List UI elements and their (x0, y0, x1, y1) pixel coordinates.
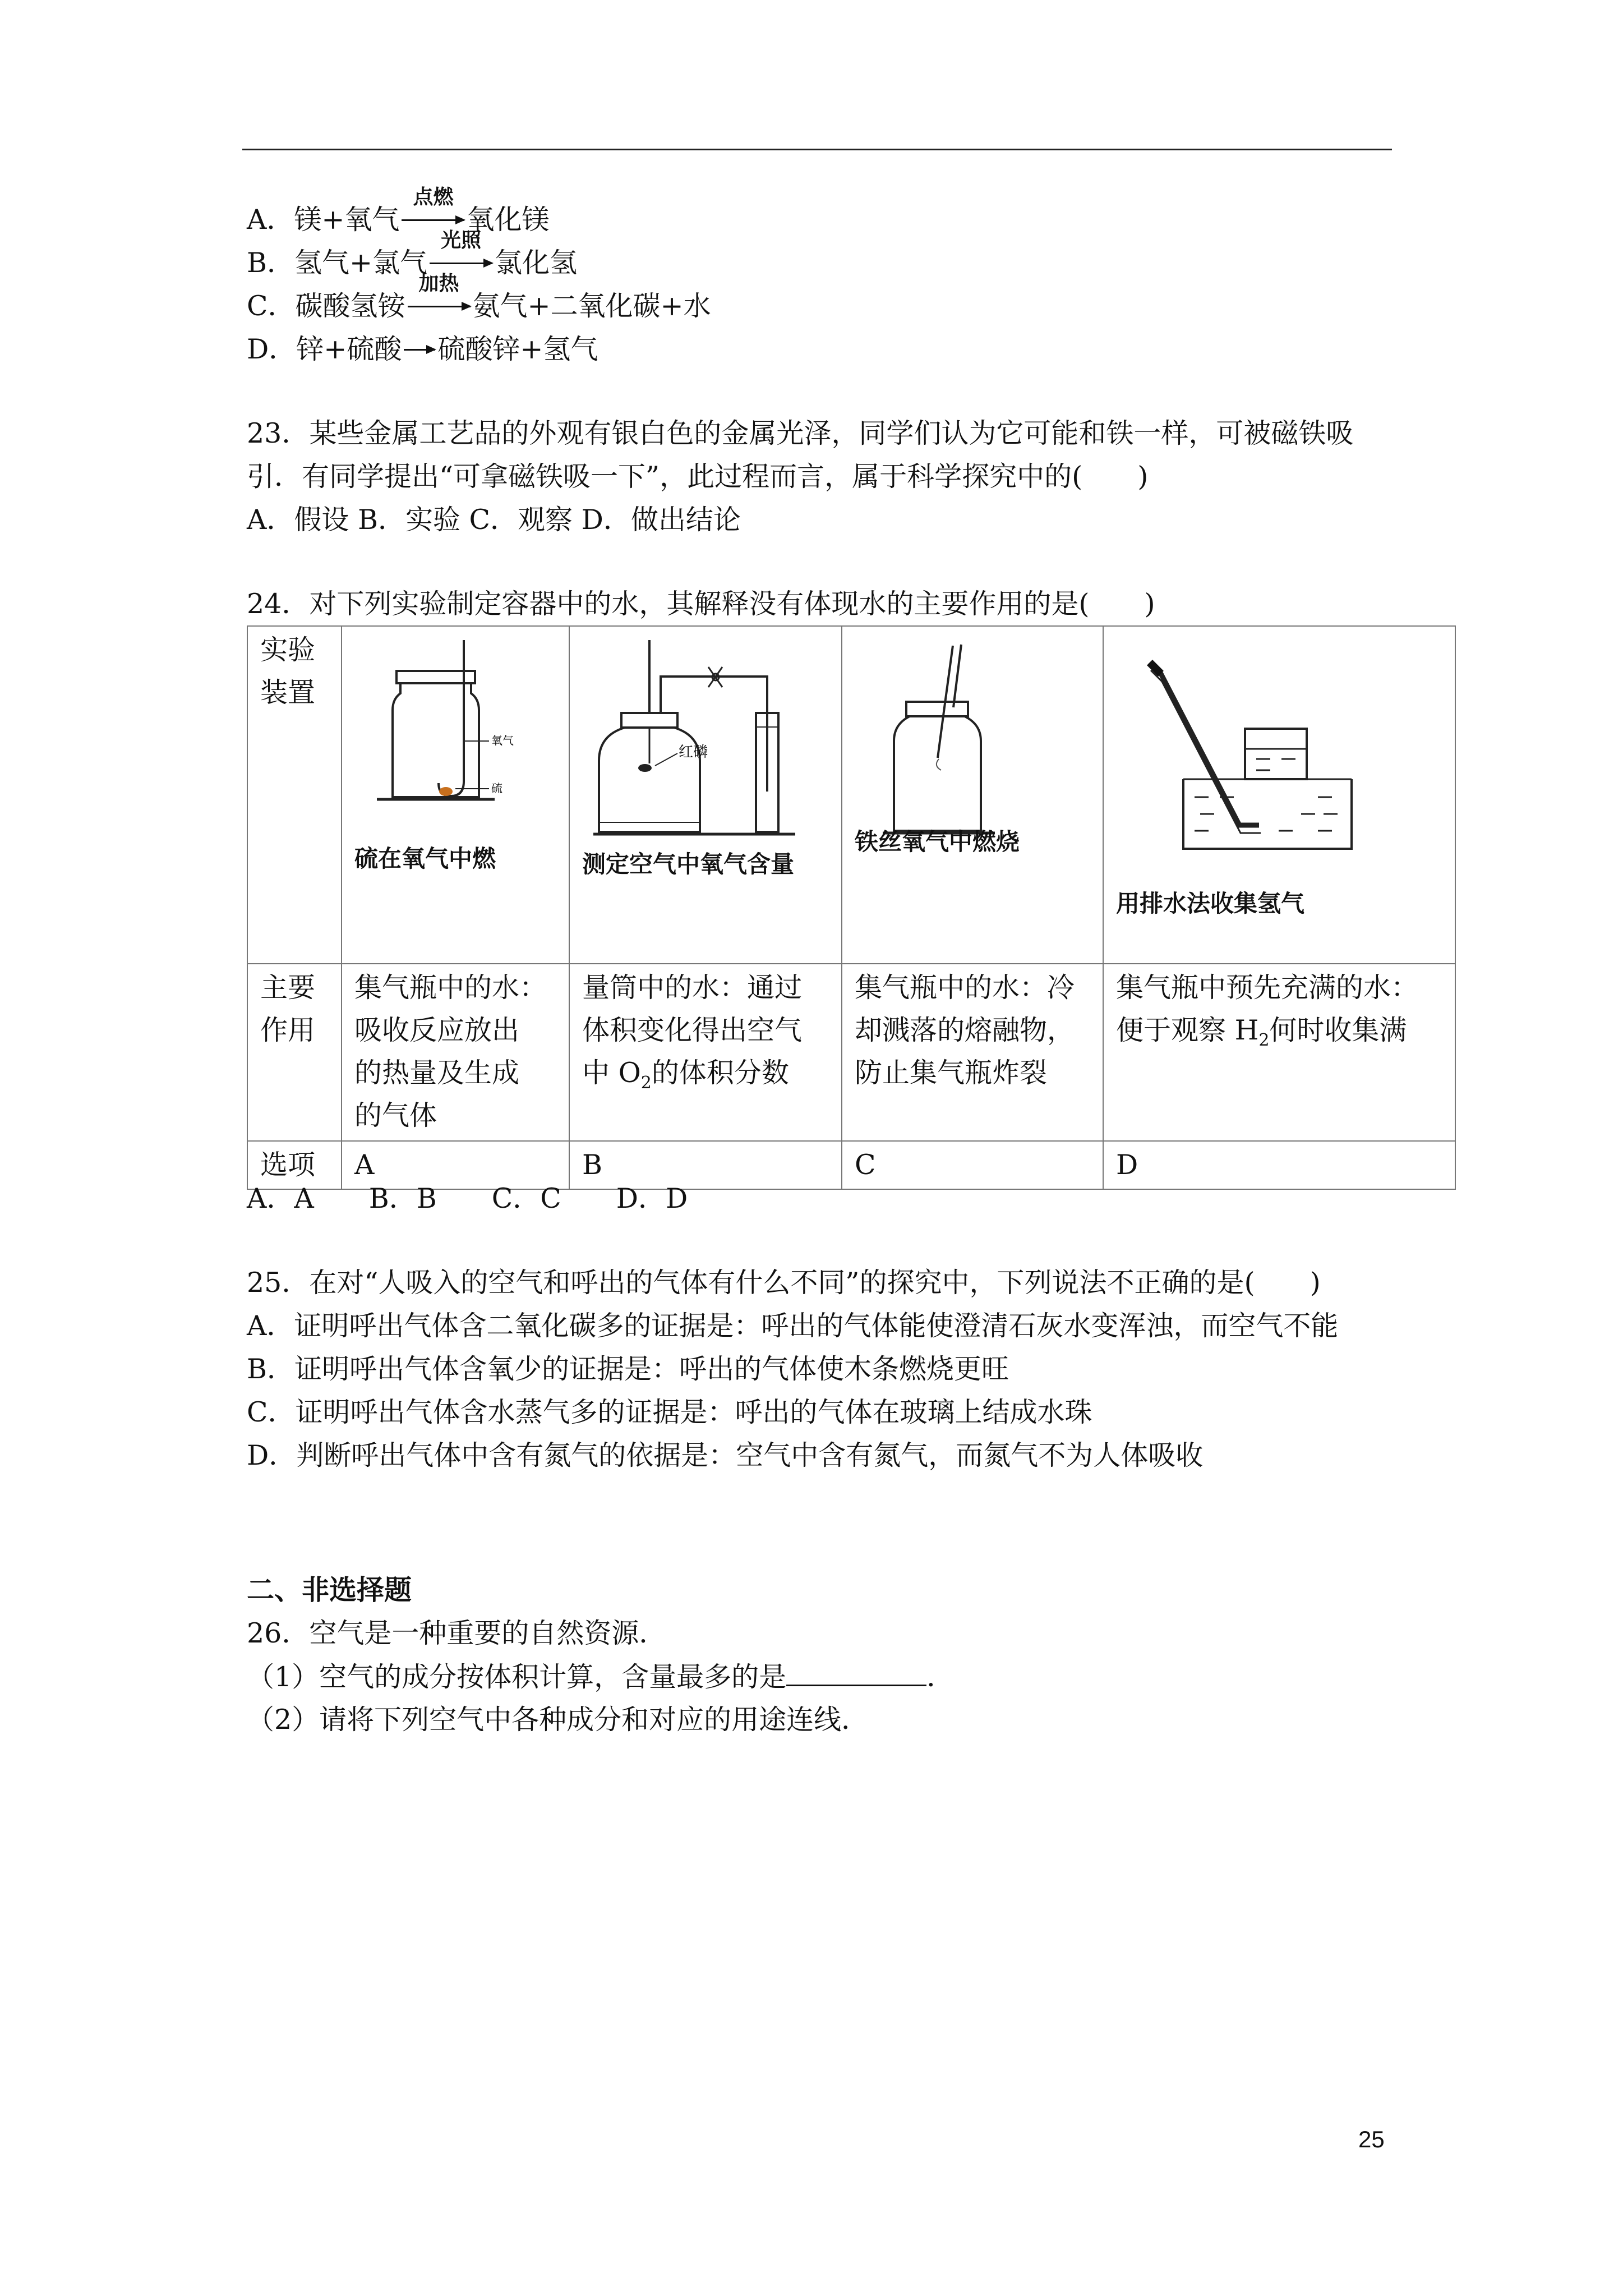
svg-text:红磷: 红磷 (679, 744, 708, 761)
device-row (247, 626, 1455, 964)
q23-stem-line1: 23．某些金属工艺品的外观有银白色的金属光泽，同学们认为它可能和铁一样，可被磁铁吸 (247, 417, 1354, 449)
q25-option-a: A．证明呼出气体含二氧化碳多的证据是：呼出的气体能使澄清石灰水变浑浊，而空气不能 (247, 1310, 1339, 1342)
q25-option-d: D．判断呼出气体中含有氮气的依据是：空气中含有氮气，而氮气不为人体吸收 (247, 1439, 1204, 1471)
svg-text:氧气: 氧气 (491, 734, 514, 747)
svg-text:硫: 硫 (491, 781, 502, 795)
option-letter-a: A (342, 1141, 569, 1189)
q23-stem-line2: 引．有同学提出“可拿磁铁吸一下”，此过程而言，属于科学探究中的( ) (247, 461, 1149, 493)
row-label-option: 选项 (247, 1141, 342, 1189)
figure-hydrogen-collect (1103, 626, 1455, 964)
q22-option-a: A．镁+氧气 点燃 氧化镁 (247, 186, 550, 236)
q26-stem: 26．空气是一种重要的自然资源． (247, 1617, 667, 1649)
answer-blank[interactable] (786, 1660, 926, 1686)
reaction-arrow: 加热 (408, 289, 471, 323)
page-number: 25 (1358, 2126, 1385, 2152)
q24-stem: 24．对下列实验制定容器中的水，其解释没有体现水的主要作用的是( ) (247, 588, 1155, 620)
water-displacement-diagram (1116, 629, 1396, 887)
option-letter-d: D (1103, 1141, 1455, 1189)
reaction-arrow: 光照 (430, 246, 492, 280)
role-cell-b: 量筒中的水：通过 体积变化得出空气 中 $O_2$的体积分数 (569, 964, 842, 1141)
q23-options: A．假设 B．实验 C．观察 D．做出结论 (247, 504, 741, 536)
role-cell-c: 集气瓶中的水：冷 却溅落的熔融物， 防止集气瓶炸裂 (842, 964, 1103, 1141)
option-letter-c: C (842, 1141, 1103, 1189)
role-cell-a: 集气瓶中的水： 吸收反应放出 的热量及生成 的气体 (342, 964, 569, 1141)
figure-sulfur-burning (342, 626, 569, 964)
reaction-arrow (404, 333, 435, 366)
figure-caption: 用排水法收集氢气 (1116, 890, 1305, 917)
option-letter-b: B (569, 1141, 842, 1189)
figure-oxygen-measure (569, 626, 842, 964)
row-label-role: 主要 作用 (247, 964, 342, 1141)
role-row (247, 964, 1455, 1141)
header-rule (242, 149, 1392, 150)
role-cell-d: 集气瓶中预先充满的水： 便于观察 $H_2$何时收集满 (1103, 964, 1455, 1141)
reaction-arrow: 点燃 (402, 203, 464, 237)
q25-option-b: B．证明呼出气体含氧少的证据是：呼出的气体使木条燃烧更旺 (247, 1353, 1009, 1385)
q25-stem: 25．在对“人吸入的空气和呼出的气体有什么不同”的探究中，下列说法不正确的是( ) (247, 1267, 1321, 1299)
q22-option-c: C．碳酸氢铵 加热 氨气+二氧化碳+水 (247, 272, 711, 322)
phosphorus-apparatus-diagram (582, 629, 829, 870)
figure-caption: 测定空气中氧气含量 (582, 850, 795, 878)
q26-sub1: （1）空气的成分按体积计算，含量最多的是 ． (247, 1661, 955, 1693)
figure-iron-burning (842, 626, 1103, 964)
q22-option-b: B．氢气+氯气 光照 氯化氢 (247, 229, 578, 279)
sulfur-jar-diagram (354, 629, 556, 870)
section-title: 二、非选择题 (247, 1574, 412, 1606)
row-label-device: 实验 装置 (247, 626, 342, 964)
q26-sub2: （2）请将下列空气中各种成分和对应的用途连线． (247, 1704, 869, 1736)
q24-answer-options: A．A B．B C．C D．D (247, 1182, 688, 1214)
figure-caption: 铁丝氧气中燃烧 (855, 828, 1020, 855)
figure-caption: 硫在氧气中燃 (354, 845, 496, 872)
experiment-table (247, 625, 1456, 1190)
q25-option-c: C．证明呼出气体含水蒸气多的证据是：呼出的气体在玻璃上结成水珠 (247, 1396, 1092, 1428)
q22-option-d: D．锌+硫酸 硫酸锌+氢气 (247, 333, 598, 365)
